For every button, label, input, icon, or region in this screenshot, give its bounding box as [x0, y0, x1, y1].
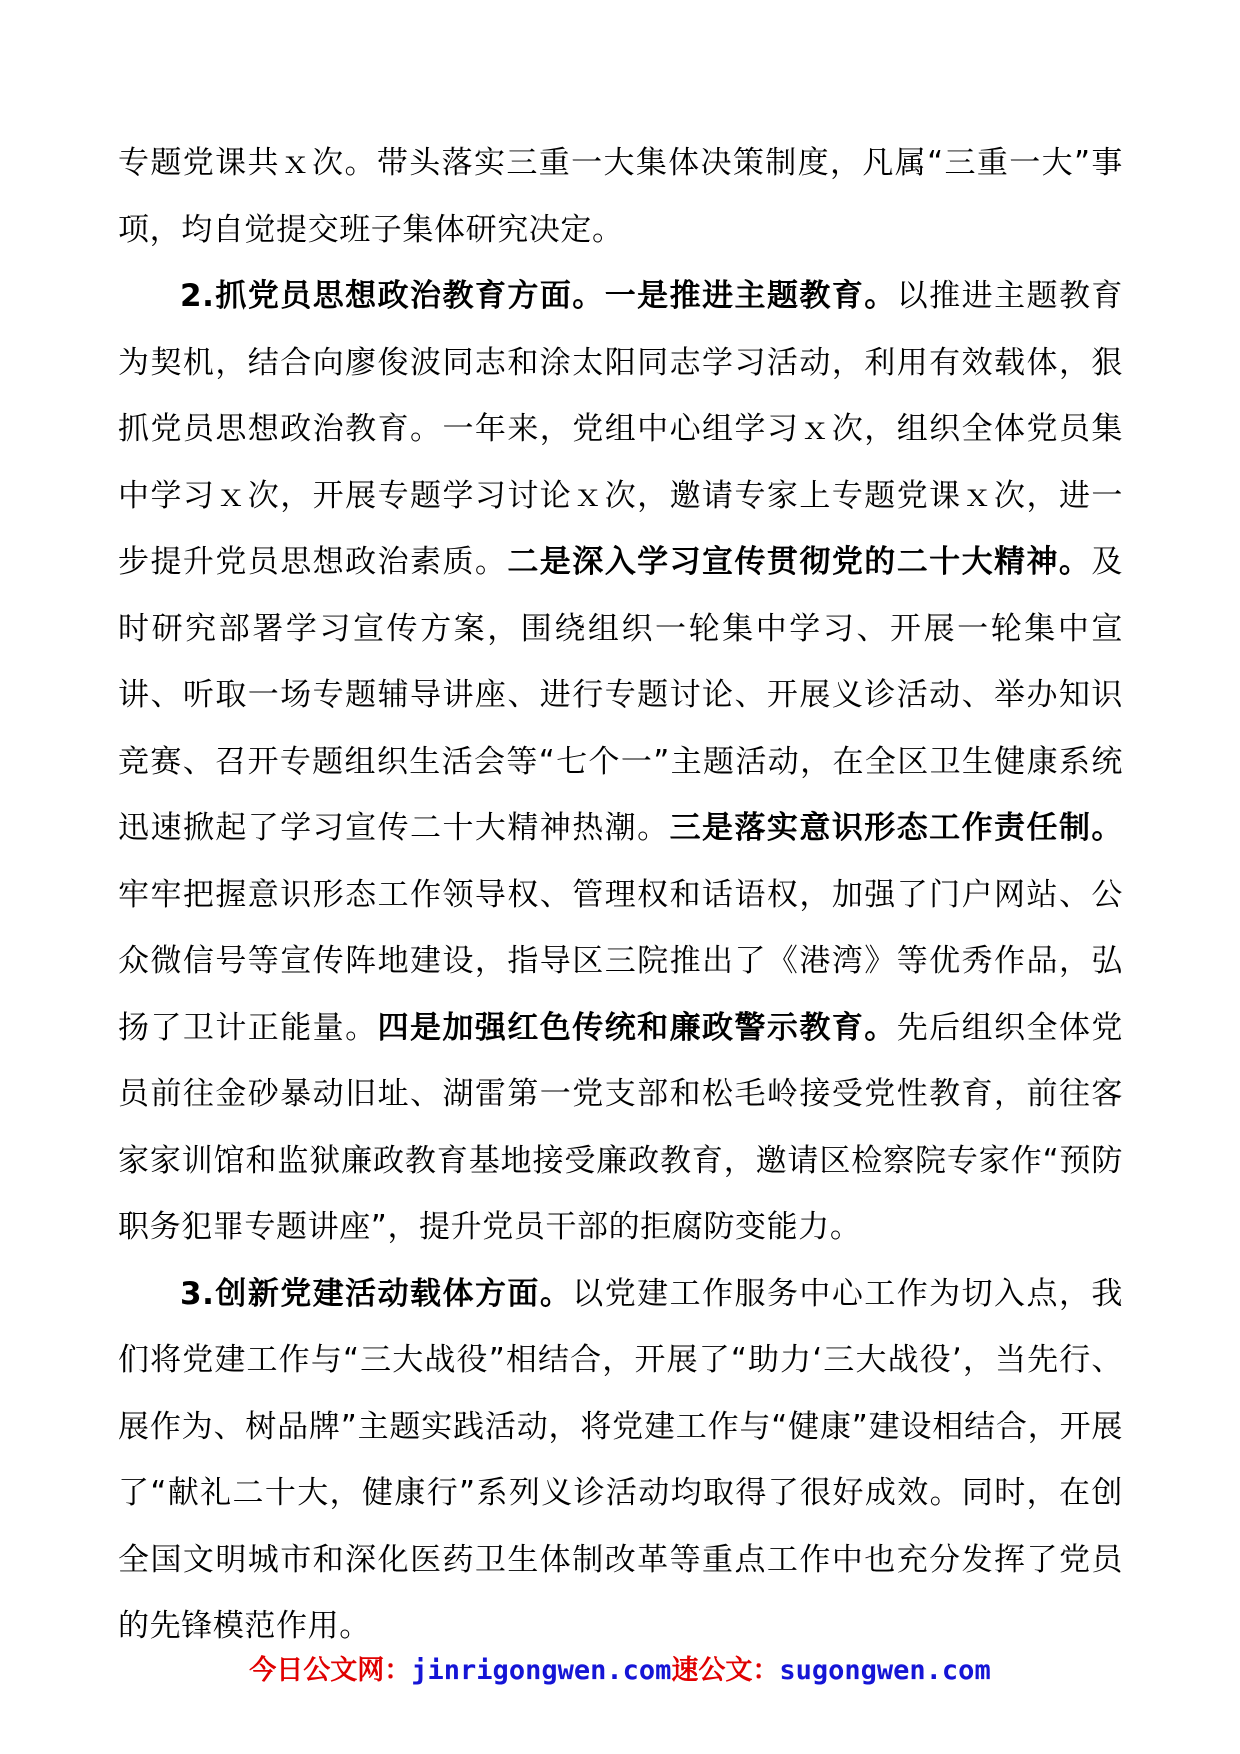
paragraph-text: 专题党课共ｘ次。带头落实三重一大集体决策制度，凡属“三重一大”事项，均自觉提交班子集体研究决定。 — [118, 145, 1123, 248]
point-title-3: 三是落实意识形态工作责任制。 — [669, 810, 1123, 846]
footer-watermark — [0, 1648, 1240, 1687]
document-body — [118, 130, 1123, 1660]
site2-label: 速公文： — [671, 1655, 780, 1686]
point-text-4: 先后组织全体党员前往金砂暴动旧址、湖雷第一党支部和松毛岭接受党性教育，前往客家家训馆和监狱廉政教育基地接受廉政教育，邀请区检察院专家作“预防职务犯罪专题讲座”，提升党员干部的拒腐防变能力。 — [118, 1009, 1123, 1245]
paragraph-activities — [118, 1261, 1123, 1660]
section-heading: 3.创新党建活动载体方面。 — [180, 1275, 573, 1312]
point-title-2: 二是深入学习宣传贯彻党的二十大精神。 — [507, 544, 1092, 580]
section-heading: 2.抓党员思想政治教育方面。 — [180, 278, 605, 314]
paragraph-text: 以党建工作服务中心工作为切入点，我们将党建工作与“三大战役”相结合，开展了“助力‘三大战役’，当先行、展作为、树品牌”主题实践活动，将党建工作与“健康”建设相结合，开展了“献礼二十大，健康行”系列义诊活动均取得了很好成效。同时，在创全国文明城市和深化医药卫生体制改革等重点工作中也充分发挥了党员的先锋模范作用。 — [118, 1275, 1123, 1644]
point-text-1: 以推进主题教育为契机，结合向廖俊波同志和涂太阳同志学习活动，利用有效载体，狠抓党员思想政治教育。一年来，党组中心组学习ｘ次，组织全体党员集中学习ｘ次，开展专题学习讨论ｘ次，邀请专家上专题党课ｘ次，进一步提升党员思想政治素质。 — [118, 278, 1123, 580]
point-text-2: 及时研究部署学习宣传方案，围绕组织一轮集中学习、开展一轮集中宣讲、听取一场专题辅导讲座、进行专题讨论、开展义诊活动、举办知识竞赛、召开专题组织生活会等“七个一”主题活动，在全区卫生健康系统迅速掀起了学习宣传二十大精神热潮。 — [118, 544, 1123, 846]
site1-url[interactable]: jinrigongwen.com — [411, 1655, 672, 1686]
site2-url[interactable]: sugongwen.com — [779, 1655, 991, 1686]
paragraph-continuation — [118, 130, 1123, 263]
paragraph-education — [118, 263, 1123, 1261]
point-title-1: 一是推进主题教育。 — [604, 278, 897, 314]
point-text-3: 牢牢把握意识形态工作领导权、管理权和话语权，加强了门户网站、公众微信号等宣传阵地建设，指导区三院推出了《港湾》等优秀作品，弘扬了卫计正能量。 — [118, 876, 1123, 1046]
site1-label: 今日公文网： — [249, 1655, 412, 1686]
point-title-4: 四是加强红色传统和廉政警示教育。 — [377, 1009, 897, 1046]
